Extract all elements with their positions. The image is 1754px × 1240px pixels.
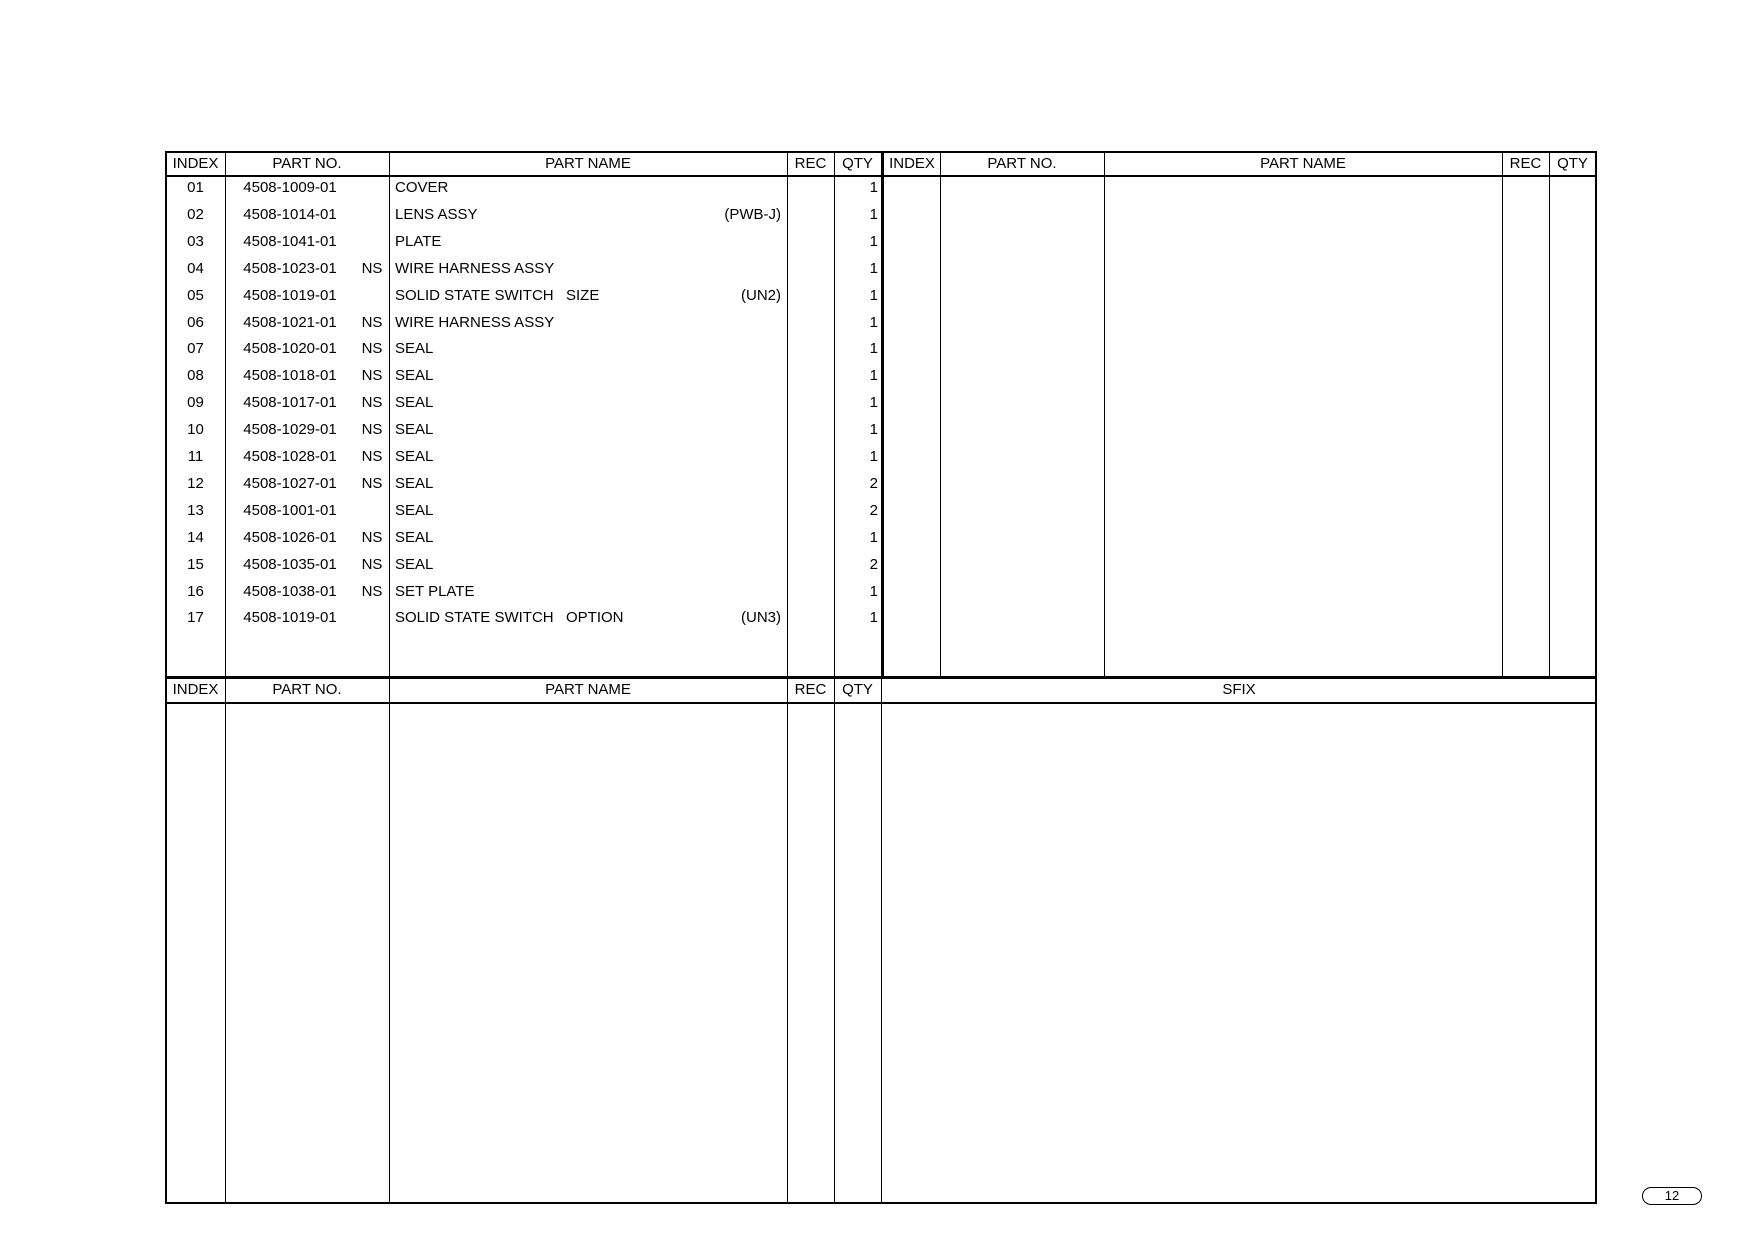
row-part-no: 4508-1026-01 bbox=[243, 528, 337, 546]
header-rec: REC bbox=[1509, 155, 1542, 172]
row-part-name: SEAL bbox=[395, 474, 434, 492]
header-sfix: SFIX bbox=[1222, 681, 1256, 698]
header-part-no: PART NO. bbox=[272, 155, 342, 172]
row-qty: 1 bbox=[869, 179, 878, 196]
row-part-code: (UN2) bbox=[741, 286, 781, 304]
row-ns-flag: NS bbox=[361, 367, 383, 385]
row-part-no: 4508-1020-01 bbox=[243, 340, 337, 358]
row-part-no: 4508-1029-01 bbox=[243, 421, 337, 439]
header-index: INDEX bbox=[172, 681, 219, 698]
row-part-name: SEAL bbox=[395, 421, 434, 439]
row-part-code: (UN3) bbox=[741, 609, 781, 627]
col-sep bbox=[1549, 152, 1550, 677]
row-qty: 2 bbox=[869, 501, 878, 519]
row-part-name: SEAL bbox=[395, 394, 434, 412]
row-part-name: SOLID STATE SWITCH bbox=[395, 286, 554, 304]
page-number: 12 bbox=[1642, 1187, 1702, 1205]
row-index: 17 bbox=[187, 609, 204, 627]
row-index: 08 bbox=[187, 367, 204, 385]
row-ns-flag: NS bbox=[361, 394, 383, 412]
row-qty: 1 bbox=[869, 340, 878, 358]
row-part-name: PLATE bbox=[395, 232, 442, 250]
table-row bbox=[166, 260, 882, 280]
col-sep bbox=[940, 152, 941, 677]
row-part-no: 4508-1019-01 bbox=[243, 609, 337, 627]
row-qty: 2 bbox=[869, 555, 878, 573]
bottom-header-row bbox=[166, 678, 1596, 702]
row-index: 06 bbox=[187, 313, 204, 331]
row-index: 04 bbox=[187, 259, 204, 277]
row-part-code: (PWB-J) bbox=[724, 205, 781, 223]
row-part-no: 4508-1028-01 bbox=[243, 448, 337, 465]
row-index: 01 bbox=[187, 179, 204, 196]
header-rec: REC bbox=[794, 155, 827, 172]
top-right-header-row bbox=[884, 152, 1596, 176]
row-part-name: LENS ASSY bbox=[395, 205, 478, 223]
row-index: 10 bbox=[187, 421, 204, 439]
row-part-no: 4508-1041-01 bbox=[243, 232, 337, 250]
row-ns-flag: NS bbox=[361, 421, 383, 439]
table-row bbox=[166, 314, 882, 334]
row-part-no: 4508-1021-01 bbox=[243, 313, 337, 331]
row-part-no: 4508-1014-01 bbox=[243, 205, 337, 223]
table-row bbox=[166, 367, 882, 387]
header-part-no: PART NO. bbox=[987, 155, 1057, 172]
row-part-no: 4508-1038-01 bbox=[243, 582, 337, 600]
row-index: 11 bbox=[187, 448, 204, 465]
row-part-no: 4508-1018-01 bbox=[243, 367, 337, 385]
row-ns-flag: NS bbox=[361, 259, 383, 277]
row-part-name: SOLID STATE SWITCH bbox=[395, 609, 554, 627]
row-part-name: SEAL bbox=[395, 367, 434, 385]
row-index: 13 bbox=[187, 501, 204, 519]
row-qty: 1 bbox=[869, 421, 878, 439]
table-row bbox=[166, 287, 882, 307]
row-ns-flag: NS bbox=[361, 474, 383, 492]
row-qty: 1 bbox=[869, 205, 878, 223]
row-qty: 1 bbox=[869, 582, 878, 600]
row-qty: 1 bbox=[869, 286, 878, 304]
row-part-name: SET PLATE bbox=[395, 582, 475, 600]
row-index: 09 bbox=[187, 394, 204, 412]
row-part-name: SEAL bbox=[395, 448, 434, 465]
row-ns-flag: NS bbox=[361, 555, 383, 573]
table-row bbox=[166, 340, 882, 360]
row-index: 12 bbox=[187, 474, 204, 492]
row-part-name: SEAL bbox=[395, 528, 434, 546]
row-qty: 1 bbox=[869, 528, 878, 546]
table-row bbox=[166, 529, 882, 549]
row-part-no: 4508-1009-01 bbox=[243, 179, 337, 196]
row-qty: 1 bbox=[869, 313, 878, 331]
col-sep bbox=[1104, 152, 1105, 677]
table-row bbox=[166, 448, 882, 468]
header-qty: QTY bbox=[1557, 155, 1588, 172]
row-index: 14 bbox=[187, 528, 204, 546]
top-left-header-row bbox=[166, 152, 882, 176]
row-index: 07 bbox=[187, 340, 204, 358]
col-sep bbox=[1502, 152, 1503, 677]
row-index: 02 bbox=[187, 205, 204, 223]
parts-rows bbox=[166, 176, 882, 676]
header-index: INDEX bbox=[889, 155, 935, 172]
row-index: 15 bbox=[187, 555, 204, 573]
row-part-no: 4508-1019-01 bbox=[243, 286, 337, 304]
row-qty: 2 bbox=[869, 474, 878, 492]
row-index: 03 bbox=[187, 232, 204, 250]
row-index: 16 bbox=[187, 582, 204, 600]
row-part-name: COVER bbox=[395, 179, 449, 196]
row-part-no: 4508-1001-01 bbox=[243, 501, 337, 519]
row-part-no: 4508-1023-01 bbox=[243, 259, 337, 277]
row-qty: 1 bbox=[869, 367, 878, 385]
row-ns-flag: NS bbox=[361, 528, 383, 546]
table-row bbox=[166, 233, 882, 253]
table-row bbox=[166, 394, 882, 414]
header-part-name: PART NAME bbox=[545, 155, 631, 172]
row-ns-flag: NS bbox=[361, 313, 383, 331]
row-part-name: WIRE HARNESS ASSY bbox=[395, 313, 555, 331]
header-part-no: PART NO. bbox=[272, 681, 342, 698]
row-qty: 1 bbox=[869, 448, 878, 465]
row-ns-flag: NS bbox=[361, 582, 383, 600]
row-part-name: SEAL bbox=[395, 555, 434, 573]
row-part-no: 4508-1035-01 bbox=[243, 555, 337, 573]
header-qty: QTY bbox=[842, 681, 873, 698]
row-part-note: SIZE bbox=[566, 286, 600, 304]
header-part-name: PART NAME bbox=[1260, 155, 1346, 172]
row-qty: 1 bbox=[869, 609, 878, 627]
row-part-name: SEAL bbox=[395, 340, 434, 358]
table-row bbox=[166, 421, 882, 441]
table-row bbox=[166, 475, 882, 495]
row-qty: 1 bbox=[869, 232, 878, 250]
header-rec: REC bbox=[794, 681, 827, 698]
table-row bbox=[166, 179, 882, 199]
table-row bbox=[166, 206, 882, 226]
table-row bbox=[166, 583, 882, 603]
col-sep-heavy bbox=[882, 152, 884, 677]
row-part-no: 4508-1017-01 bbox=[243, 394, 337, 412]
table-row bbox=[166, 556, 882, 576]
table-row bbox=[166, 609, 882, 629]
row-part-note: OPTION bbox=[566, 609, 624, 627]
row-qty: 1 bbox=[869, 259, 878, 277]
row-ns-flag: NS bbox=[361, 448, 383, 465]
header-index: INDEX bbox=[172, 155, 219, 172]
row-index: 05 bbox=[187, 286, 204, 304]
table-row bbox=[166, 502, 882, 522]
header-part-name: PART NAME bbox=[545, 681, 631, 698]
row-ns-flag: NS bbox=[361, 340, 383, 358]
header-qty: QTY bbox=[842, 155, 873, 172]
row-part-no: 4508-1027-01 bbox=[243, 474, 337, 492]
row-part-name: WIRE HARNESS ASSY bbox=[395, 259, 555, 277]
row-part-name: SEAL bbox=[395, 501, 434, 519]
row-qty: 1 bbox=[869, 394, 878, 412]
